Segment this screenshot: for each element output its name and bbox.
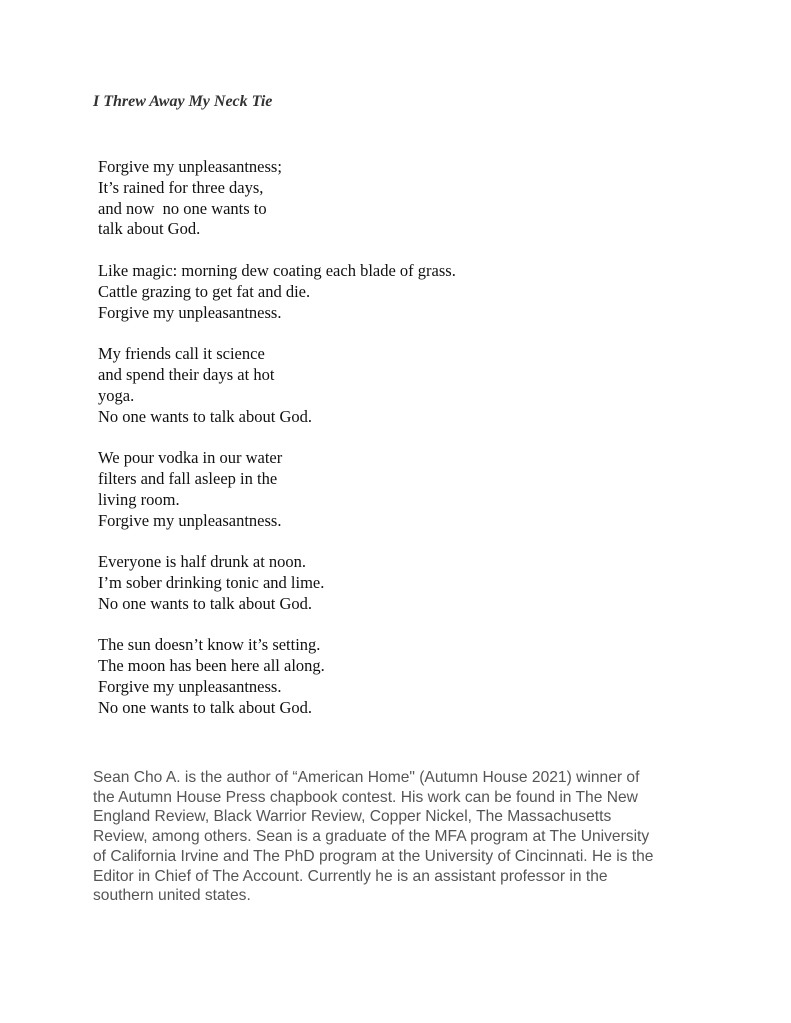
bio-line: of California Irvine and The PhD program at the University of Cincinnati. He is the bbox=[93, 847, 654, 865]
stanza bbox=[98, 448, 456, 531]
poem-line: No one wants to talk about God. bbox=[98, 593, 313, 613]
bio-line: Editor in Chief of The Account. Currently he is an assistant professor in the bbox=[93, 867, 608, 885]
poem-line: The sun doesn’t know it’s setting. bbox=[98, 635, 321, 655]
stanza bbox=[98, 261, 456, 323]
stanza bbox=[98, 552, 456, 614]
bio-line: England Review, Black Warrior Review, Copper Nickel, The Massachusetts bbox=[93, 808, 612, 826]
poem-line: living room. bbox=[98, 489, 180, 509]
poem-line: Like magic: morning dew coating each blade of grass. bbox=[98, 260, 456, 280]
stanza bbox=[98, 157, 456, 240]
poem-line: and spend their days at hot bbox=[98, 364, 275, 384]
poem-line: talk about God. bbox=[98, 219, 201, 239]
poem-line: I’m sober drinking tonic and lime. bbox=[98, 572, 325, 592]
poem-line: filters and fall asleep in the bbox=[98, 468, 278, 488]
poem-line: No one wants to talk about God. bbox=[98, 406, 313, 426]
poem-line: My friends call it science bbox=[98, 344, 265, 364]
poem-title: I Threw Away My Neck Tie bbox=[93, 93, 273, 110]
bio-line: Sean Cho A. is the author of “American Home" (Autumn House 2021) winner of bbox=[93, 769, 640, 786]
bio-line: Review, among others. Sean is a graduate of the MFA program at The University bbox=[93, 828, 650, 846]
poem-line: and now no one wants to bbox=[98, 198, 267, 218]
poem-line: Forgive my unpleasantness. bbox=[98, 302, 282, 322]
poem-line: Everyone is half drunk at noon. bbox=[98, 552, 307, 572]
poem-line: No one wants to talk about God. bbox=[98, 697, 313, 717]
poem-line: Forgive my unpleasantness. bbox=[98, 510, 282, 530]
poem-line: We pour vodka in our water bbox=[98, 448, 283, 468]
stanza bbox=[98, 635, 456, 718]
bio-line: southern united states. bbox=[93, 887, 251, 905]
poem-line: Forgive my unpleasantness; bbox=[98, 157, 282, 176]
poem-line: The moon has been here all along. bbox=[98, 656, 325, 676]
stanza bbox=[98, 344, 456, 427]
poem-line: Cattle grazing to get fat and die. bbox=[98, 281, 311, 301]
poem-line: yoga. bbox=[98, 385, 135, 405]
author-bio bbox=[93, 768, 713, 906]
poem-body bbox=[98, 157, 456, 719]
poem-line: Forgive my unpleasantness. bbox=[98, 676, 282, 696]
bio-line: the Autumn House Press chapbook contest. His work can be found in The New bbox=[93, 788, 638, 806]
poem-line: It’s rained for three days, bbox=[98, 177, 264, 197]
